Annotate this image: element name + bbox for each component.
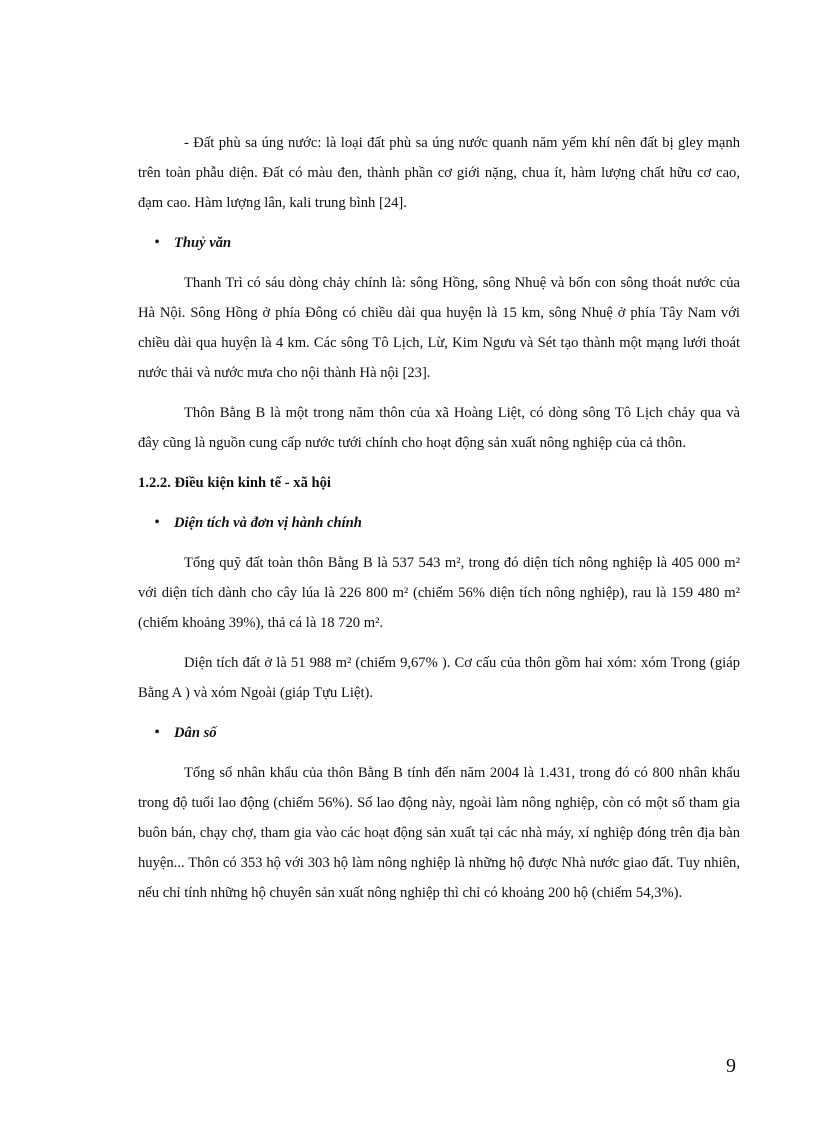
page-body bbox=[138, 128, 740, 918]
bullet-icon: • bbox=[154, 514, 160, 531]
bullet-title-area: Diện tích và đơn vị hành chính bbox=[174, 514, 362, 531]
paragraph-rivers: Thanh Trì có sáu dòng chảy chính là: sông Hồng, sông Nhuệ và bốn con sông thoát nước của Hà Nội. Sông Hồng ở phía Đông có chiều dài qua huyện là 15 km, sông Nhuệ ở phía Tây Nam với chiều dài qua huyện là 4 km. Các sông Tô Lịch, Lừ, Kim Ngưu và Sét tạo thành một mạng lưới thoát nước thải và nước mưa cho nội thành Hà nội [23]. bbox=[138, 275, 740, 381]
bullet-hydrology bbox=[138, 228, 740, 258]
bullet-icon: • bbox=[154, 724, 160, 741]
paragraph-bang-b-village: Thôn Bằng B là một trong năm thôn của xã Hoàng Liệt, có dòng sông Tô Lịch chảy qua và đây cũng là nguồn cung cấp nước tưới chính cho hoạt động sản xuất nông nghiệp của cả thôn. bbox=[138, 405, 740, 451]
section-heading-socioeconomic: 1.2.2. Điều kiện kinh tế - xã hội bbox=[138, 475, 331, 491]
paragraph-residential-area: Diện tích đất ở là 51 988 m² (chiếm 9,67% ). Cơ cấu của thôn gồm hai xóm: xóm Trong (giáp Bằng A ) và xóm Ngoài (giáp Tựu Liệt). bbox=[138, 655, 740, 701]
bullet-population bbox=[138, 718, 740, 748]
bullet-title-hydrology: Thuỷ văn bbox=[174, 234, 232, 251]
paragraph-land-area: Tổng quỹ đất toàn thôn Bằng B là 537 543 m², trong đó diện tích nông nghiệp là 405 000 m² với diện tích dành cho cây lúa là 226 800 m² (chiếm 56% diện tích nông nghiệp), rau là 159 480 m² (chiếm khoảng 39%), thả cá là 18 720 m². bbox=[138, 555, 740, 631]
bullet-icon: • bbox=[154, 234, 160, 251]
paragraph-soil-waterlogged: - Đất phù sa úng nước: là loại đất phù sa úng nước quanh năm yếm khí nên đất bị gley mạnh trên toàn phẫu diện. Đất có màu đen, thành phần cơ giới nặng, chua ít, hàm lượng chất hữu cơ cao, đạm cao. Hàm lượng lân, kali trung bình [24]. bbox=[138, 135, 740, 211]
page-number: 9 bbox=[726, 1055, 736, 1077]
bullet-title-population: Dân số bbox=[174, 724, 217, 741]
bullet-area-administration bbox=[138, 508, 740, 538]
paragraph-population: Tổng số nhân khẩu của thôn Bằng B tính đến năm 2004 là 1.431, trong đó có 800 nhân khẩu trong độ tuổi lao động (chiếm 56%). Số lao động này, ngoài làm nông nghiệp, còn có một số tham gia buôn bán, chạy chợ, tham gia vào các hoạt động sản xuất tại các nhà máy, xí nghiệp đóng trên địa bàn huyện... Thôn có 353 hộ với 303 hộ làm nông nghiệp là những hộ được Nhà nước giao đất. Tuy nhiên, nếu chỉ tính những hộ chuyên sản xuất nông nghiệp thì chỉ có khoảng 200 hộ (chiếm 54,3%). bbox=[138, 765, 740, 901]
